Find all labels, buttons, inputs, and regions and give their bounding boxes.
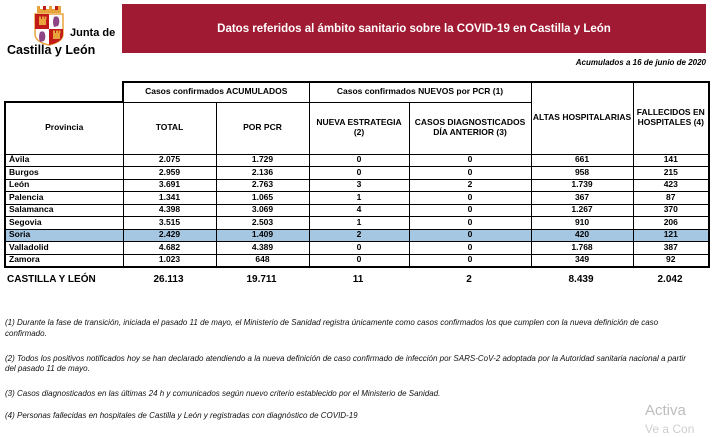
value-cell: 1: [309, 217, 409, 230]
column-header-altas: ALTAS HOSPITALARIAS: [531, 82, 633, 154]
value-cell: 1.768: [531, 242, 633, 255]
total-por-pcr: 19.711: [246, 274, 277, 285]
province-cell: Burgos: [5, 167, 123, 180]
table-row: [5, 254, 709, 267]
column-header-provincia: Provincia: [5, 102, 123, 154]
value-cell: 206: [633, 217, 709, 230]
watermark-line2: Ve a Con: [645, 422, 695, 436]
junta-castilla-leon-logo: [6, 5, 124, 63]
value-cell: 0: [309, 154, 409, 167]
province-cell: Ávila: [5, 154, 123, 167]
table-row: [5, 192, 709, 205]
province-cell: León: [5, 179, 123, 192]
watermark-line1: Activa: [645, 402, 686, 419]
value-cell: 215: [633, 167, 709, 180]
value-cell: 4.398: [123, 204, 216, 217]
total-dia-anterior: 2: [466, 274, 472, 285]
province-cell: Palencia: [5, 192, 123, 205]
total-altas: 8.439: [568, 274, 594, 285]
value-cell: 0: [409, 167, 531, 180]
value-cell: 2.075: [123, 154, 216, 167]
value-cell: 92: [633, 254, 709, 267]
table-row: [5, 179, 709, 192]
footnotes: [5, 318, 695, 433]
value-cell: 3.069: [216, 204, 309, 217]
value-cell: 1: [309, 192, 409, 205]
value-cell: 87: [633, 192, 709, 205]
table-row: [5, 154, 709, 167]
value-cell: 2: [409, 179, 531, 192]
value-cell: 423: [633, 179, 709, 192]
value-cell: 1.023: [123, 254, 216, 267]
total-total: 26.113: [153, 274, 184, 285]
value-cell: 661: [531, 154, 633, 167]
value-cell: 910: [531, 217, 633, 230]
total-row-label: CASTILLA Y LEÓN: [7, 274, 96, 285]
table-row: [5, 167, 709, 180]
value-cell: 2.959: [123, 167, 216, 180]
coat-of-arms-icon: [30, 6, 68, 46]
value-cell: 2.136: [216, 167, 309, 180]
value-cell: 141: [633, 154, 709, 167]
value-cell: 367: [531, 192, 633, 205]
value-cell: 0: [409, 154, 531, 167]
region-total-row: [4, 274, 708, 285]
covid-table: [4, 81, 708, 268]
footnote-2: (2) Todos los positivos notificados hoy se han declarado atendiendo a la nueva definición de caso confirmado de infección por SARS-CoV-2 adoptada por la Autoridad sanitaria nacional a partir del pasado 11 de mayo.: [5, 353, 686, 374]
column-header-nueva-estrategia: NUEVA ESTRATEGIA (2): [309, 102, 409, 154]
footnote-3: (3) Casos diagnosticados en las últimas 24 h y comunicados según nuevo criterio establecido por el Ministerio de Sanidad.: [5, 389, 441, 399]
windows-activation-watermark: [645, 402, 694, 436]
value-cell: 0: [409, 204, 531, 217]
table-row: [5, 217, 709, 230]
value-cell: 0: [309, 242, 409, 255]
value-cell: 0: [309, 254, 409, 267]
province-cell: Segovia: [5, 217, 123, 230]
table-row: [5, 204, 709, 217]
value-cell: 370: [633, 204, 709, 217]
value-cell: 1.409: [216, 229, 309, 242]
value-cell: 0: [309, 167, 409, 180]
date-note: Acumulados a 16 de junio de 2020: [575, 58, 706, 67]
total-fallecidos: 2.042: [657, 274, 683, 285]
province-cell: Zamora: [5, 254, 123, 267]
value-cell: 4: [309, 204, 409, 217]
value-cell: 349: [531, 254, 633, 267]
value-cell: 121: [633, 229, 709, 242]
value-cell: 420: [531, 229, 633, 242]
value-cell: 958: [531, 167, 633, 180]
value-cell: 1.729: [216, 154, 309, 167]
value-cell: 1.341: [123, 192, 216, 205]
page-title: Datos referidos al ámbito sanitario sobre la COVID-19 en Castilla y León: [217, 22, 611, 35]
value-cell: 387: [633, 242, 709, 255]
logo-text-line1: Junta de: [70, 27, 116, 39]
value-cell: 3.691: [123, 179, 216, 192]
value-cell: 1.065: [216, 192, 309, 205]
header-spacer: [5, 82, 123, 102]
province-cell: Salamanca: [5, 204, 123, 217]
value-cell: 3.515: [123, 217, 216, 230]
value-cell: 1.267: [531, 204, 633, 217]
table-row: [5, 229, 709, 242]
value-cell: 2.429: [123, 229, 216, 242]
value-cell: 2.763: [216, 179, 309, 192]
value-cell: 0: [409, 242, 531, 255]
title-banner: [122, 4, 706, 53]
logo-text-line2: Castilla y León: [7, 43, 96, 57]
value-cell: 0: [409, 217, 531, 230]
footnote-1: (1) Durante la fase de transición, iniciada el pasado 11 de mayo, el Ministerio de Sanidad registra únicamente como casos confirmados los que cumplen con la nueva definición de caso confirmado.: [5, 318, 659, 338]
value-cell: 3: [309, 179, 409, 192]
group-header-nuevos: Casos confirmados NUEVOS por PCR (1): [309, 82, 531, 102]
province-cell: Valladolid: [5, 242, 123, 255]
value-cell: 0: [409, 229, 531, 242]
value-cell: 0: [409, 192, 531, 205]
column-header-dia-anterior: CASOS DIAGNOSTICADOS DÍA ANTERIOR (3): [409, 102, 531, 154]
value-cell: 2.503: [216, 217, 309, 230]
footnote-4: (4) Personas fallecidas en hospitales de Castilla y León y registradas con diagnóstico de COVID-19: [5, 410, 358, 420]
value-cell: 0: [409, 254, 531, 267]
value-cell: 4.389: [216, 242, 309, 255]
table-row: [5, 242, 709, 255]
group-header-acumulados: Casos confirmados ACUMULADOS: [123, 82, 309, 102]
value-cell: 2: [309, 229, 409, 242]
column-header-fallecidos: FALLECIDOS EN HOSPITALES (4): [633, 82, 709, 154]
total-nueva-estrategia: 11: [352, 274, 364, 285]
value-cell: 4.682: [123, 242, 216, 255]
column-header-total: TOTAL: [123, 102, 216, 154]
table-body: [5, 154, 709, 267]
column-header-por-pcr: POR PCR: [216, 102, 309, 154]
value-cell: 648: [216, 254, 309, 267]
value-cell: 1.739: [531, 179, 633, 192]
province-cell: Soria: [5, 229, 123, 242]
